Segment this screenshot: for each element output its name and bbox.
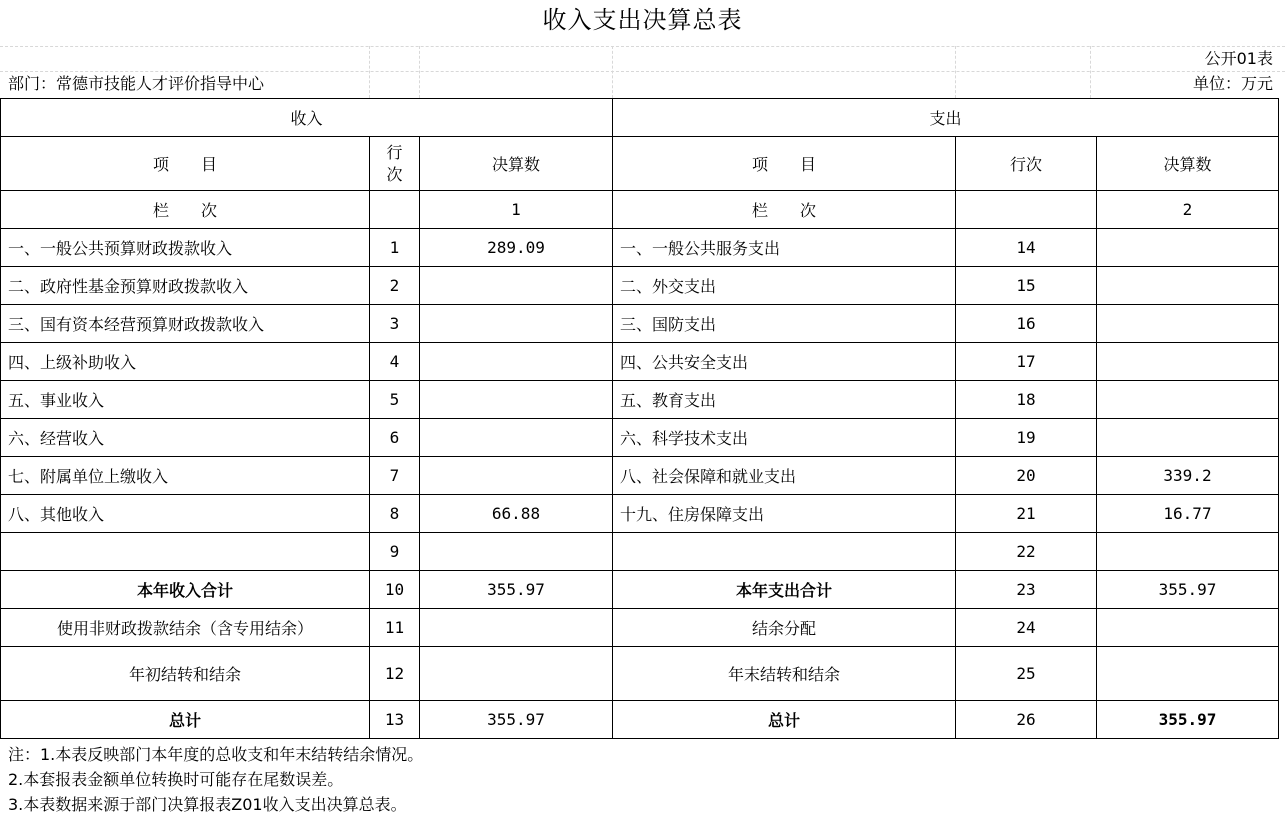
income-column-number: 1 (420, 191, 613, 229)
total-row (1, 571, 1279, 609)
expense-column-label: 栏 次 (613, 191, 956, 229)
expense-item-name (613, 533, 956, 571)
expense-item-name: 二、外交支出 (613, 267, 956, 305)
expense-row-no: 25 (956, 647, 1097, 701)
income-item-name: 本年收入合计 (1, 571, 370, 609)
income-item-name: 年初结转和结余 (1, 647, 370, 701)
expense-item-name: 一、一般公共服务支出 (613, 229, 956, 267)
expense-item-name: 三、国防支出 (613, 305, 956, 343)
income-item-name: 总计 (1, 701, 370, 739)
table-row (1, 343, 1279, 381)
income-row-no: 1 (370, 229, 420, 267)
balance-row (1, 609, 1279, 647)
income-amount: 66.88 (420, 495, 613, 533)
income-row-no: 3 (370, 305, 420, 343)
expense-row-no: 26 (956, 701, 1097, 739)
note-3: 3.本表数据来源于部门决算报表Z01收入支出决算总表。 (8, 795, 407, 814)
income-row-no: 4 (370, 343, 420, 381)
income-row-no: 13 (370, 701, 420, 739)
expense-amount: 355.97 (1097, 571, 1279, 609)
expense-section-header: 支出 (613, 99, 1279, 137)
department-label: 部门：常德市技能人才评价指导中心 (8, 74, 265, 93)
summary-table (0, 98, 1279, 739)
income-amount (420, 343, 613, 381)
table-row (1, 267, 1279, 305)
income-row-no-header: 行 次 (370, 137, 420, 191)
expense-amount (1097, 229, 1279, 267)
income-row-no: 7 (370, 457, 420, 495)
income-item-name: 六、经营收入 (1, 419, 370, 457)
income-row-no: 11 (370, 609, 420, 647)
income-amount (420, 381, 613, 419)
income-amount (420, 609, 613, 647)
expense-amount (1097, 609, 1279, 647)
unit-label: 单位：万元 (1192, 74, 1273, 93)
expense-item-name: 结余分配 (613, 609, 956, 647)
expense-item-name: 八、社会保障和就业支出 (613, 457, 956, 495)
expense-row-no-header: 行次 (956, 137, 1097, 191)
column-header-row (1, 137, 1279, 191)
expense-column-number: 2 (1097, 191, 1279, 229)
expense-row-no: 16 (956, 305, 1097, 343)
income-item-header: 项 目 (1, 137, 370, 191)
expense-amount (1097, 305, 1279, 343)
expense-row-no: 18 (956, 381, 1097, 419)
grand-total-row (1, 701, 1279, 739)
table-row (1, 495, 1279, 533)
table-row (1, 229, 1279, 267)
expense-item-header: 项 目 (613, 137, 956, 191)
expense-row-no: 19 (956, 419, 1097, 457)
income-item-name: 八、其他收入 (1, 495, 370, 533)
income-amount (420, 419, 613, 457)
income-amount (420, 533, 613, 571)
table-row (1, 305, 1279, 343)
income-row-no: 2 (370, 267, 420, 305)
expense-item-name: 五、教育支出 (613, 381, 956, 419)
income-amount: 289.09 (420, 229, 613, 267)
expense-row-no: 17 (956, 343, 1097, 381)
income-item-name: 四、上级补助收入 (1, 343, 370, 381)
income-item-name: 二、政府性基金预算财政拨款收入 (1, 267, 370, 305)
income-row-no: 9 (370, 533, 420, 571)
expense-row-no: 23 (956, 571, 1097, 609)
expense-item-name: 六、科学技术支出 (613, 419, 956, 457)
expense-row-no: 15 (956, 267, 1097, 305)
expense-item-name: 十九、住房保障支出 (613, 495, 956, 533)
income-item-name: 三、国有资本经营预算财政拨款收入 (1, 305, 370, 343)
table-row (1, 457, 1279, 495)
table-row (1, 533, 1279, 571)
income-item-name: 五、事业收入 (1, 381, 370, 419)
expense-row-no: 22 (956, 533, 1097, 571)
expense-row-no: 24 (956, 609, 1097, 647)
expense-row-no: 21 (956, 495, 1097, 533)
expense-item-name: 总计 (613, 701, 956, 739)
income-amount (420, 305, 613, 343)
income-row-no: 10 (370, 571, 420, 609)
expense-item-name: 四、公共安全支出 (613, 343, 956, 381)
expense-amount: 355.97 (1097, 701, 1279, 739)
form-number: 公开01表 (1204, 49, 1273, 68)
income-item-name: 七、附属单位上缴收入 (1, 457, 370, 495)
blank-cell (956, 191, 1097, 229)
expense-item-name: 本年支出合计 (613, 571, 956, 609)
income-amount (420, 457, 613, 495)
column-label-row (1, 191, 1279, 229)
expense-row-no: 14 (956, 229, 1097, 267)
expense-amount: 16.77 (1097, 495, 1279, 533)
expense-amount (1097, 419, 1279, 457)
expense-amount (1097, 267, 1279, 305)
notes (8, 742, 423, 817)
income-item-name: 一、一般公共预算财政拨款收入 (1, 229, 370, 267)
income-amount: 355.97 (420, 571, 613, 609)
page-title: 收入支出决算总表 (542, 6, 743, 34)
expense-amount: 339.2 (1097, 457, 1279, 495)
income-amount (420, 267, 613, 305)
expense-amount (1097, 343, 1279, 381)
income-section-header: 收入 (1, 99, 613, 137)
expense-amount-header: 决算数 (1097, 137, 1279, 191)
expense-item-name: 年末结转和结余 (613, 647, 956, 701)
expense-amount (1097, 533, 1279, 571)
note-2: 2.本套报表金额单位转换时可能存在尾数误差。 (8, 770, 344, 789)
section-header-row (1, 99, 1279, 137)
income-item-name (1, 533, 370, 571)
expense-row-no: 20 (956, 457, 1097, 495)
income-row-no: 12 (370, 647, 420, 701)
income-amount: 355.97 (420, 701, 613, 739)
income-column-label: 栏 次 (1, 191, 370, 229)
income-row-no: 6 (370, 419, 420, 457)
table-row (1, 419, 1279, 457)
note-1: 注：1.本表反映部门本年度的总收支和年末结转结余情况。 (8, 745, 424, 764)
expense-amount (1097, 647, 1279, 701)
balance-row (1, 647, 1279, 701)
income-item-name: 使用非财政拨款结余（含专用结余） (1, 609, 370, 647)
income-amount-header: 决算数 (420, 137, 613, 191)
expense-amount (1097, 381, 1279, 419)
income-row-no: 8 (370, 495, 420, 533)
table-row (1, 381, 1279, 419)
income-amount (420, 647, 613, 701)
income-row-no: 5 (370, 381, 420, 419)
blank-cell (370, 191, 420, 229)
